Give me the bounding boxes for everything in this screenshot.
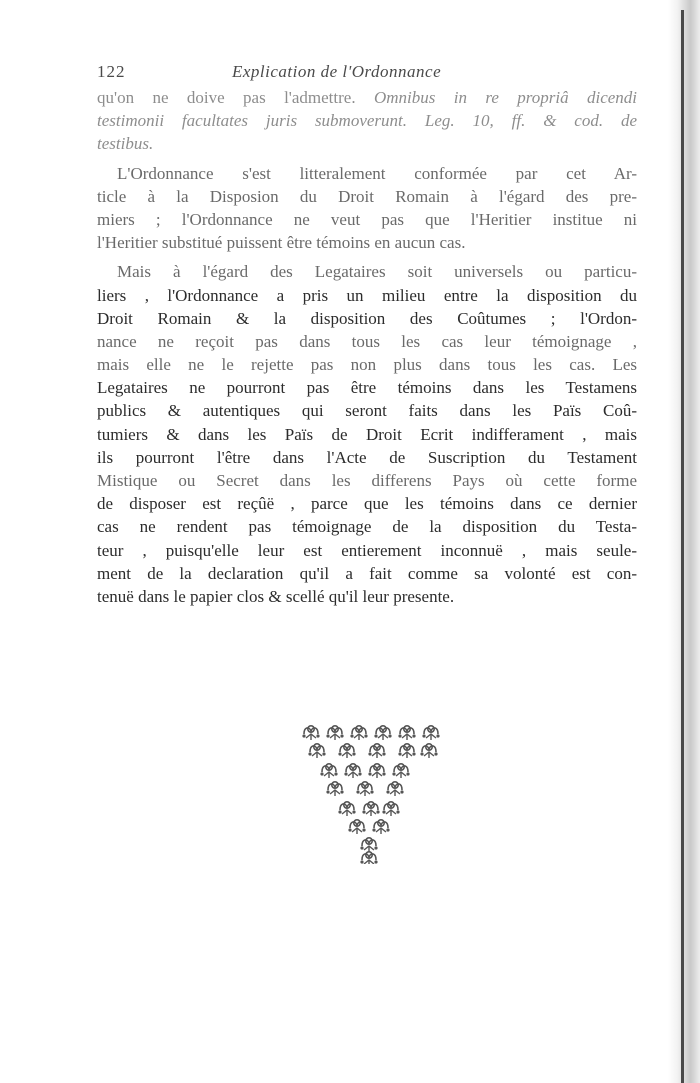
running-head-title: Explication de l'Ordonnance (232, 62, 442, 81)
ornament-row-1 (302, 726, 439, 758)
page-number: 122 (97, 62, 126, 81)
paragraph-1 (97, 86, 637, 156)
ornament-row-3 (338, 802, 399, 834)
text-line: testimonii facultates juris submoverunt. Leg. 10, ff. & cod. de (97, 111, 637, 131)
text-line (97, 86, 637, 109)
text-line: de disposer est reçûë , parce que les témoins dans ce dernier (97, 494, 637, 514)
book-spine-shadow (668, 0, 700, 1083)
text-line: ment de la declaration qu'il a fait comme sa volonté est con- (97, 563, 637, 583)
text-line: publics & autentiques qui seront faits dans les Païs Coû- (97, 401, 637, 421)
text-line: mais elle ne le rejette pas non plus dans tous les cas. Les (97, 355, 637, 375)
text-line-roman: qu'on ne doive pas l'admettre. (97, 88, 356, 107)
text-line: Mistique ou Secret dans les differens Pays où cette forme (97, 471, 637, 490)
text-line: tumiers & dans les Païs de Droit Ecrit indifferament , mais (97, 424, 637, 444)
text-line: liers , l'Ordonnance a pris un milieu entre la disposition du (97, 285, 637, 305)
text-line: ils pourront l'être dans l'Acte de Suscription du Testament (97, 447, 637, 467)
text-line: testibus. (97, 134, 154, 154)
ornament-row-4 (360, 838, 377, 864)
text-line: nance ne reçoit pas dans tous les cas leur témoignage , (97, 331, 637, 351)
ornament-row-2 (320, 764, 409, 796)
tailpiece-ornament (295, 718, 445, 864)
text-line: l'Heritier substitué puissent être témoins en aucun cas. (97, 233, 466, 253)
text-line: L'Ordonnance s'est litteralement conformée par cet Ar- (117, 163, 637, 183)
book-spine-edge (681, 10, 684, 1083)
text-line-latin: Omnibus in re propriâ dicendi (373, 88, 638, 107)
text-line: miers ; l'Ordonnance ne veut pas que l'Heritier institue ni (97, 209, 637, 229)
text-line: teur , puisqu'elle leur est entierement inconnuë , mais seule- (97, 540, 637, 560)
paragraph-3 (97, 260, 637, 608)
text-line: cas ne rendent pas témoignage de la disposition du Testa- (97, 517, 637, 537)
running-head (97, 62, 497, 84)
body-text (97, 86, 637, 608)
text-line: Mais à l'égard des Legataires soit universels ou particu- (117, 262, 637, 282)
text-line: Droit Romain & la disposition des Coûtumes ; l'Ordon- (97, 308, 637, 328)
text-line: tenuë dans le papier clos & scellé qu'il leur presente. (97, 586, 455, 606)
text-line: ticle à la Disposion du Droit Romain à l'égard des pre- (97, 186, 637, 206)
paragraph-2 (97, 162, 637, 255)
text-line: Legataires ne pourront pas être témoins dans les Testamens (97, 378, 637, 398)
